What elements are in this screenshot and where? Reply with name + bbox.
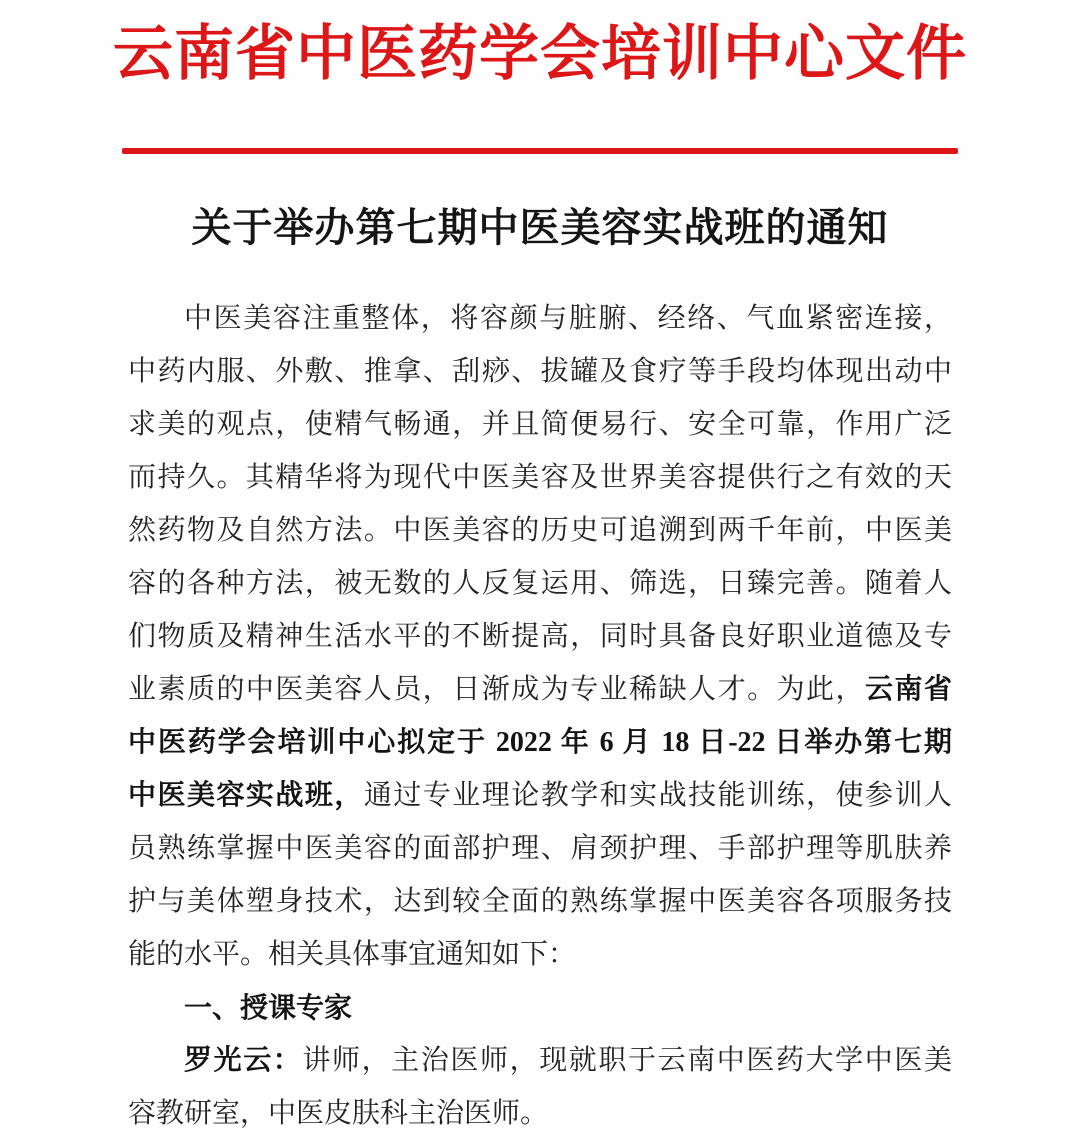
- bold-text-segment: 中医药学会培训中心拟定于 2022 年 6 月 18 日-22 日举办第七期: [128, 727, 952, 758]
- text-line: [128, 557, 952, 610]
- text-segment: 中药内服、外敷、推拿、刮痧、拔罐及食疗等手段均体现出动中: [128, 356, 952, 387]
- text-line: [128, 345, 952, 398]
- text-line: [128, 504, 952, 557]
- text-segment: 们物质及精神生活水平的不断提高，同时具备良好职业道德及专: [128, 621, 952, 652]
- text-line: [128, 663, 952, 716]
- letterhead: [0, 0, 1080, 154]
- text-line: [128, 875, 952, 928]
- text-line: [128, 1087, 952, 1140]
- text-segment: 中医美容注重整体，将容颜与脏腑、经络、气血紧密连接，: [184, 303, 952, 334]
- text-line: [128, 822, 952, 875]
- text-line: [128, 398, 952, 451]
- text-line: [128, 292, 952, 345]
- document-body: [128, 292, 952, 1140]
- letterhead-title: 云南省中医药学会培训中心文件: [113, 21, 967, 87]
- text-segment: 容的各种方法，被无数的人反复运用、筛选，日臻完善。随着人: [128, 568, 952, 599]
- text-line: [128, 716, 952, 769]
- text-segment: 然药物及自然方法。中医美容的历史可追溯到两千年前，中医美: [128, 515, 952, 546]
- bold-text-segment: 中医美容实战班，: [128, 780, 364, 811]
- text-line: [128, 928, 952, 981]
- text-segment: 业素质的中医美容人员，日渐成为专业稀缺人才。为此，: [128, 674, 866, 705]
- text-segment: 通过专业理论教学和实战技能训练，使参训人: [363, 780, 952, 811]
- text-segment: 讲师，主治医师，现就职于云南中医药大学中医美: [302, 1045, 952, 1076]
- document-title: 关于举办第七期中医美容实战班的通知: [191, 206, 889, 250]
- letterhead-divider: [122, 148, 958, 154]
- text-line: [128, 769, 952, 822]
- text-segment: 能的水平。相关具体事宜通知如下：: [128, 939, 577, 970]
- bold-text-segment: 云南省: [865, 674, 952, 705]
- text-segment: 求美的观点，使精气畅通，并且简便易行、安全可靠，作用广泛: [128, 409, 952, 440]
- text-segment: 员熟练掌握中医美容的面部护理、肩颈护理、手部护理等肌肤养: [128, 833, 952, 864]
- document-main: [0, 204, 1080, 1140]
- text-segment: 容教研室，中医皮肤科主治医师。: [128, 1098, 549, 1129]
- text-line: [128, 610, 952, 663]
- bold-text-segment: 一、授课专家: [184, 992, 353, 1023]
- section-heading: [128, 981, 952, 1034]
- text-line: [128, 1034, 952, 1087]
- bold-text-segment: 罗光云：: [184, 1045, 303, 1076]
- text-line: [128, 451, 952, 504]
- text-segment: 而持久。其精华将为现代中医美容及世界美容提供行之有效的天: [128, 462, 952, 493]
- text-segment: 护与美体塑身技术，达到较全面的熟练掌握中医美容各项服务技: [128, 886, 952, 917]
